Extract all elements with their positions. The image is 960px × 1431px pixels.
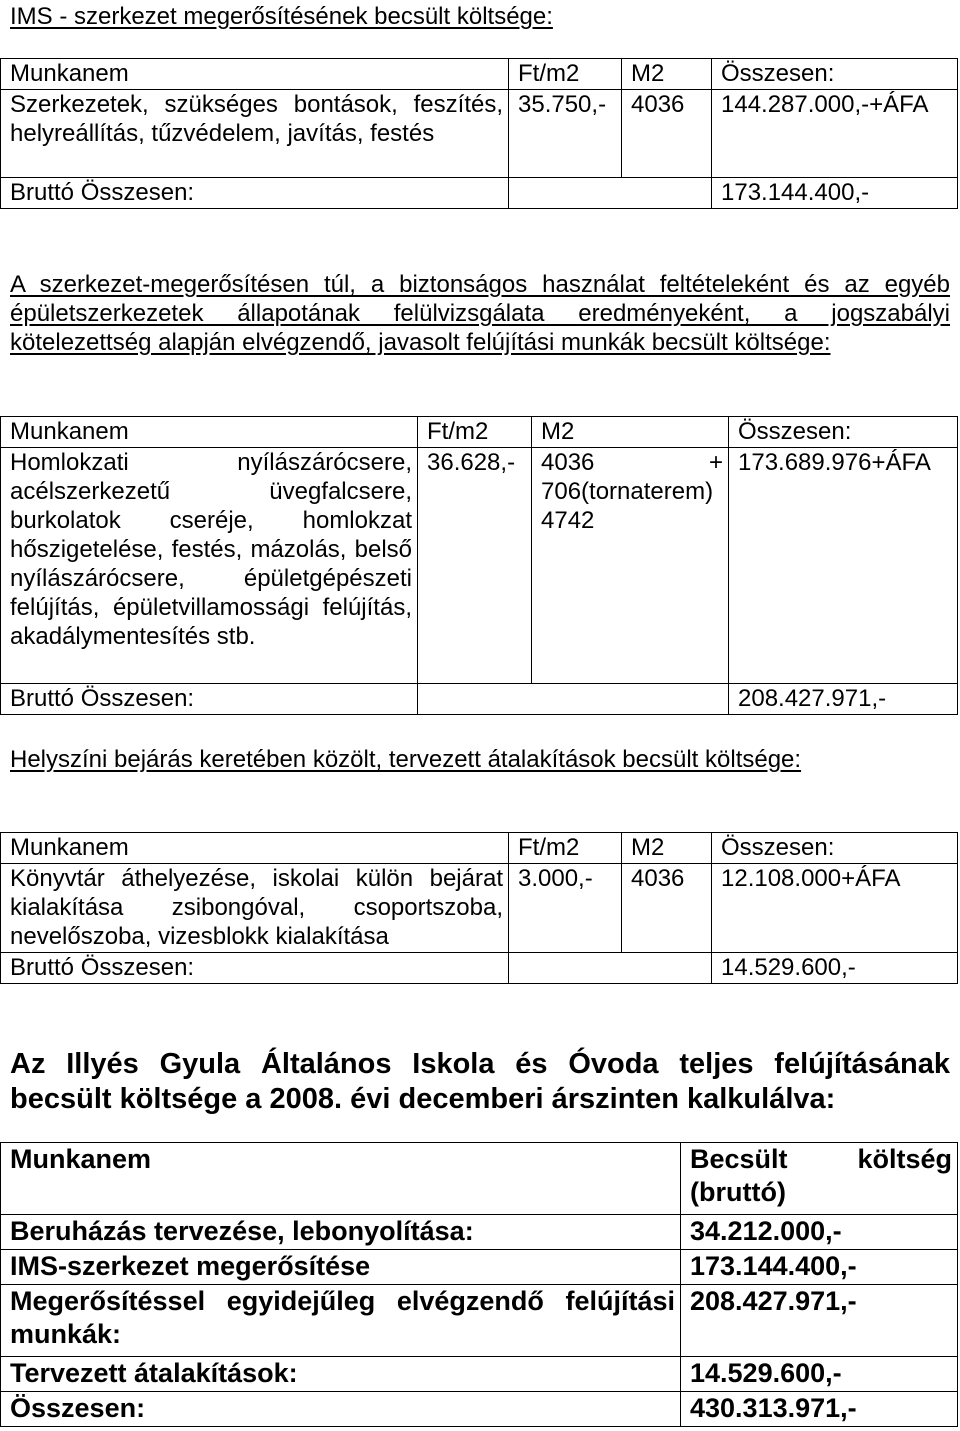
section1-title: IMS - szerkezet megerősítésének becsült költsége: <box>10 3 553 30</box>
summary-total-value: 430.313.971,- <box>681 1392 958 1427</box>
brutto-empty <box>509 953 712 984</box>
header-m2: M2 <box>622 833 712 864</box>
cell-m2: 4036 + 706(tornaterem) 4742 <box>532 448 729 684</box>
section3-table <box>0 832 958 984</box>
summary-table <box>0 1142 958 1427</box>
header-osszesen: Összesen: <box>712 59 958 90</box>
summary-label: Beruházás tervezése, lebonyolítása: <box>1 1215 681 1250</box>
summary-title: Az Illyés Gyula Általános Iskola és Óvoda teljes felújításának becsült költsége a 2008. évi decemberi árszinten kalkulálva: <box>10 1048 950 1115</box>
brutto-empty <box>418 684 729 715</box>
brutto-value: 173.144.400,- <box>712 178 958 209</box>
summary-value: 34.212.000,- <box>681 1215 958 1250</box>
header-munkanem: Munkanem <box>1 59 509 90</box>
header-ftm2: Ft/m2 <box>509 59 622 90</box>
summary-row <box>1 1215 958 1250</box>
cell-munkanem: Könyvtár áthelyezése, iskolai külön bejárat kialakítása zsibongóval, csoportszoba, nevelőszoba, vizesblokk kialakítása <box>1 864 509 953</box>
summary-label: IMS-szerkezet megerősítése <box>1 1250 681 1285</box>
summary-row <box>1 1357 958 1392</box>
summary-header-row <box>1 1143 958 1215</box>
cell-ftm2: 3.000,- <box>509 864 622 953</box>
header-m2: M2 <box>532 417 729 448</box>
section1-table <box>0 58 958 209</box>
cell-osszesen: 12.108.000+ÁFA <box>712 864 958 953</box>
header-munkanem: Munkanem <box>1 833 509 864</box>
cell-osszesen: 173.689.976+ÁFA <box>729 448 958 684</box>
cell-m2: 4036 <box>622 90 712 178</box>
brutto-row <box>1 178 958 209</box>
header-munkanem: Munkanem <box>1 1143 681 1215</box>
section2-title: A szerkezet-megerősítésen túl, a biztonságos használat feltételeként és az egyéb épületszerkezetek állapotának felülvizsgálata eredményeként, a jogszabályi kötelezettség alapján elvégzendő, javasolt felújítási munkák becsült költsége: <box>10 271 950 356</box>
brutto-value: 14.529.600,- <box>712 953 958 984</box>
brutto-label: Bruttó Összesen: <box>1 684 418 715</box>
header-osszesen: Összesen: <box>712 833 958 864</box>
cell-m2: 4036 <box>622 864 712 953</box>
cell-ftm2: 36.628,- <box>418 448 532 684</box>
summary-row <box>1 1250 958 1285</box>
summary-row <box>1 1285 958 1357</box>
table-row <box>1 448 958 684</box>
brutto-label: Bruttó Összesen: <box>1 953 509 984</box>
cell-munkanem: Homlokzati nyílászárócsere, acélszerkezetű üvegfalcsere, burkolatok cseréje, homlokzat hőszigetelése, festés, mázolás, belső nyílászárócsere, épületgépészeti felújítás, épületvillamossági felújítás, akadálymentesítés stb. <box>1 448 418 684</box>
table-header-row <box>1 833 958 864</box>
summary-label: Megerősítéssel egyidejűleg elvégzendő felújítási munkák: <box>1 1285 681 1357</box>
section2-table <box>0 416 958 715</box>
cell-osszesen: 144.287.000,-+ÁFA <box>712 90 958 178</box>
brutto-label: Bruttó Összesen: <box>1 178 509 209</box>
brutto-value: 208.427.971,- <box>729 684 958 715</box>
cell-munkanem: Szerkezetek, szükséges bontások, feszítés, helyreállítás, tűzvédelem, javítás, festés <box>1 90 509 178</box>
summary-value: 14.529.600,- <box>681 1357 958 1392</box>
table-header-row <box>1 417 958 448</box>
summary-total-label: Összesen: <box>1 1392 681 1427</box>
summary-label: Tervezett átalakítások: <box>1 1357 681 1392</box>
header-m2: M2 <box>622 59 712 90</box>
brutto-empty <box>509 178 712 209</box>
header-osszesen: Összesen: <box>729 417 958 448</box>
brutto-row <box>1 684 958 715</box>
header-ftm2: Ft/m2 <box>418 417 532 448</box>
table-row <box>1 90 958 178</box>
summary-value: 173.144.400,- <box>681 1250 958 1285</box>
summary-value: 208.427.971,- <box>681 1285 958 1357</box>
table-row <box>1 864 958 953</box>
header-ftm2: Ft/m2 <box>509 833 622 864</box>
section3-title: Helyszíni bejárás keretében közölt, tervezett átalakítások becsült költsége: <box>10 746 802 773</box>
header-koltseg: Becsült költség (bruttó) <box>681 1143 958 1215</box>
cell-ftm2: 35.750,- <box>509 90 622 178</box>
summary-total-row <box>1 1392 958 1427</box>
header-munkanem: Munkanem <box>1 417 418 448</box>
brutto-row <box>1 953 958 984</box>
table-header-row <box>1 59 958 90</box>
